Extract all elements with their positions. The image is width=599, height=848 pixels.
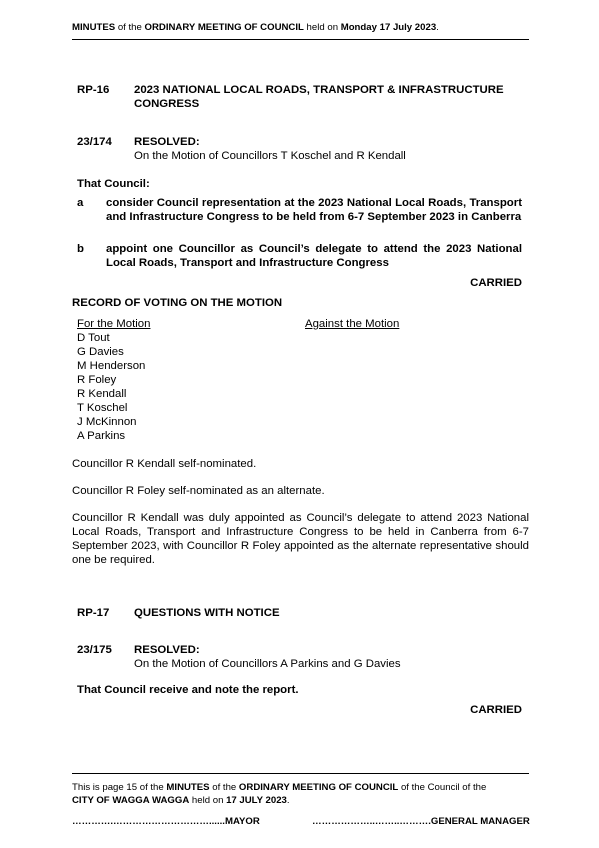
footer-date: 17 JULY 2023	[226, 795, 287, 806]
item2-title: QUESTIONS WITH NOTICE	[134, 607, 280, 619]
header-meeting: ORDINARY MEETING OF COUNCIL	[144, 22, 304, 33]
against-the-motion-label: Against the Motion	[305, 318, 400, 330]
voter: D Tout	[77, 332, 110, 344]
page-header	[72, 22, 439, 33]
voter-list	[77, 331, 145, 443]
item2-statement: That Council receive and note the report.	[77, 684, 299, 696]
header-held-on: held on	[303, 22, 341, 33]
header-minutes: MINUTES	[72, 22, 116, 33]
voting-heading: RECORD OF VOTING ON THE MOTION	[72, 297, 283, 309]
note-appointment: Councillor R Kendall was duly appointed as Council’s delegate to attend 2023 National Local Roads, Transport and Infrastructure Congress to be held in Canberra from 6-7 September 2023, with Councillor R Foley appointed as the alternate representative should one be required.	[72, 512, 529, 566]
clause-a-letter: a	[77, 197, 84, 209]
voter: A Parkins	[77, 430, 126, 442]
footer-page-line	[72, 781, 486, 794]
header-period: .	[436, 22, 439, 33]
header-of-the: of the	[115, 22, 145, 33]
item2-resolved: RESOLVED:	[134, 644, 200, 656]
for-the-motion-label: For the Motion	[77, 318, 151, 330]
voter: J McKinnon	[77, 416, 137, 428]
mayor-dots: ………….…………………………......	[72, 816, 225, 827]
clause-b-text: appoint one Councillor as Council’s delegate to attend the 2023 National Local Roads, Transport and Infrastructure Congress	[106, 243, 522, 269]
item2-carried: CARRIED	[470, 704, 522, 716]
item1-number: RP-16	[77, 84, 110, 96]
gm-label: GENERAL MANAGER	[430, 816, 530, 827]
mayor-label: MAYOR	[224, 816, 260, 827]
gm-signature-line	[312, 815, 530, 828]
footer-of-the: of the	[209, 782, 239, 793]
item2-number: RP-17	[77, 607, 110, 619]
clause-a-text: consider Council representation at the 2023 National Local Roads, Transport and Infrastructure Congress to be held from 6-7 September 2023 in Canberra	[106, 197, 522, 223]
clause-b-letter: b	[77, 243, 84, 255]
header-date: Monday 17 July 2023	[340, 22, 437, 33]
footer-period: .	[286, 795, 290, 806]
footer-meeting: ORDINARY MEETING OF COUNCIL	[238, 782, 399, 793]
item1-that-council: That Council:	[77, 178, 150, 190]
voter: G Davies	[77, 346, 124, 358]
voter: T Koschel	[77, 402, 128, 414]
footer-council-of-the: of the Council of the	[398, 782, 487, 793]
voter: R Kendall	[77, 388, 127, 400]
note-foley: Councillor R Foley self-nominated as an alternate.	[72, 485, 325, 497]
item1-title: 2023 NATIONAL LOCAL ROADS, TRANSPORT & INFRASTRUCTURE CONGRESS	[134, 84, 504, 110]
item2-motion: On the Motion of Councillors A Parkins and G Davies	[134, 658, 401, 670]
footer-page-text: This is page 15 of the	[72, 782, 167, 793]
item1-resolved: RESOLVED:	[134, 136, 200, 148]
item1-motion: On the Motion of Councillors T Koschel and R Kendall	[134, 150, 406, 162]
mayor-signature-line	[72, 815, 260, 828]
footer-city: CITY OF WAGGA WAGGA	[72, 795, 190, 806]
footer-held-on: held on	[189, 795, 227, 806]
note-kendall: Councillor R Kendall self-nominated.	[72, 458, 257, 470]
footer-rule	[72, 773, 529, 774]
gm-dots: ………………..……..……….	[312, 816, 431, 827]
item2-resolution-number: 23/175	[77, 644, 112, 656]
voter: M Henderson	[77, 360, 146, 372]
footer-city-line	[72, 794, 290, 807]
header-rule	[72, 39, 529, 40]
item1-carried: CARRIED	[470, 277, 522, 289]
item1-resolution-number: 23/174	[77, 136, 112, 148]
voter: R Foley	[77, 374, 117, 386]
footer-minutes: MINUTES	[166, 782, 210, 793]
